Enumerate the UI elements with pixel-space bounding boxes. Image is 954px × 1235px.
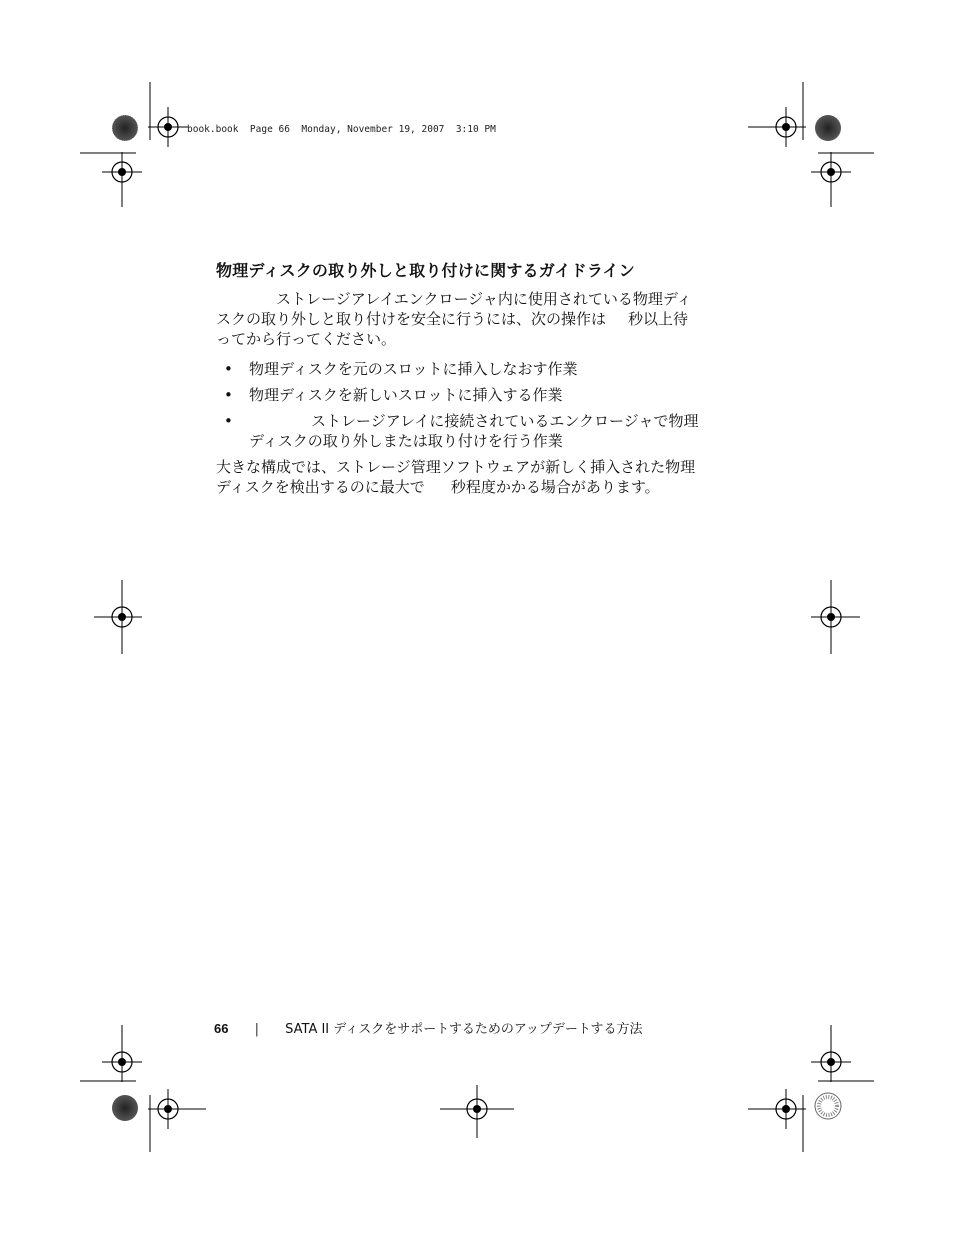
note-paragraph [216, 457, 711, 497]
registration-mark-icon [148, 107, 188, 147]
list-item: • 物理ディスクを元のスロットに挿入しなおす作業 [224, 360, 578, 378]
starburst-icon [112, 115, 138, 141]
chapter-title: SATA II ディスクをサポートするためのアップデートする方法 [285, 1022, 643, 1037]
bullet-icon: • [224, 360, 233, 378]
page-footer [214, 1018, 643, 1037]
starburst-icon [112, 1095, 138, 1121]
bullet-icon: • [224, 412, 233, 430]
main-content [216, 258, 711, 507]
starburst-icon [815, 1093, 841, 1119]
print-slug: book.book Page 66 Monday, November 19, 2007 3:10 PM [187, 124, 496, 135]
starburst-icon [815, 115, 841, 141]
note-line-2b: 秒程度かかる場合があります。 [450, 478, 660, 496]
note-line-2a: ディスクを検出するのに最大で [216, 478, 425, 496]
intro-line-2a: スクの取り外しと取り付けを安全に行うには、次の操作は [216, 310, 607, 328]
list-item: • ストレージアレイに接続されているエンクロージャで物理 ディスクの取り外しまたは取り付けを行う作業 [224, 412, 699, 450]
intro-paragraph [216, 289, 711, 349]
intro-line-3: ってから行ってください。 [216, 330, 397, 348]
list-item: • 物理ディスクを新しいスロットに挿入する作業 [224, 386, 563, 404]
bullet-icon: • [224, 386, 233, 404]
intro-line-2b: 秒以上待 [628, 310, 689, 328]
intro-line-1: ストレージアレイエンクロージャ内に使用されている物理ディ [276, 290, 692, 308]
note-line-1: 大きな構成では、ストレージ管理ソフトウェアが新しく挿入された物理 [216, 458, 696, 476]
footer-separator: | [254, 1022, 259, 1037]
bullet-list [216, 359, 711, 451]
page-number: 66 [214, 1021, 229, 1036]
section-heading: 物理ディスクの取り外しと取り付けに関するガイドライン [216, 261, 635, 280]
